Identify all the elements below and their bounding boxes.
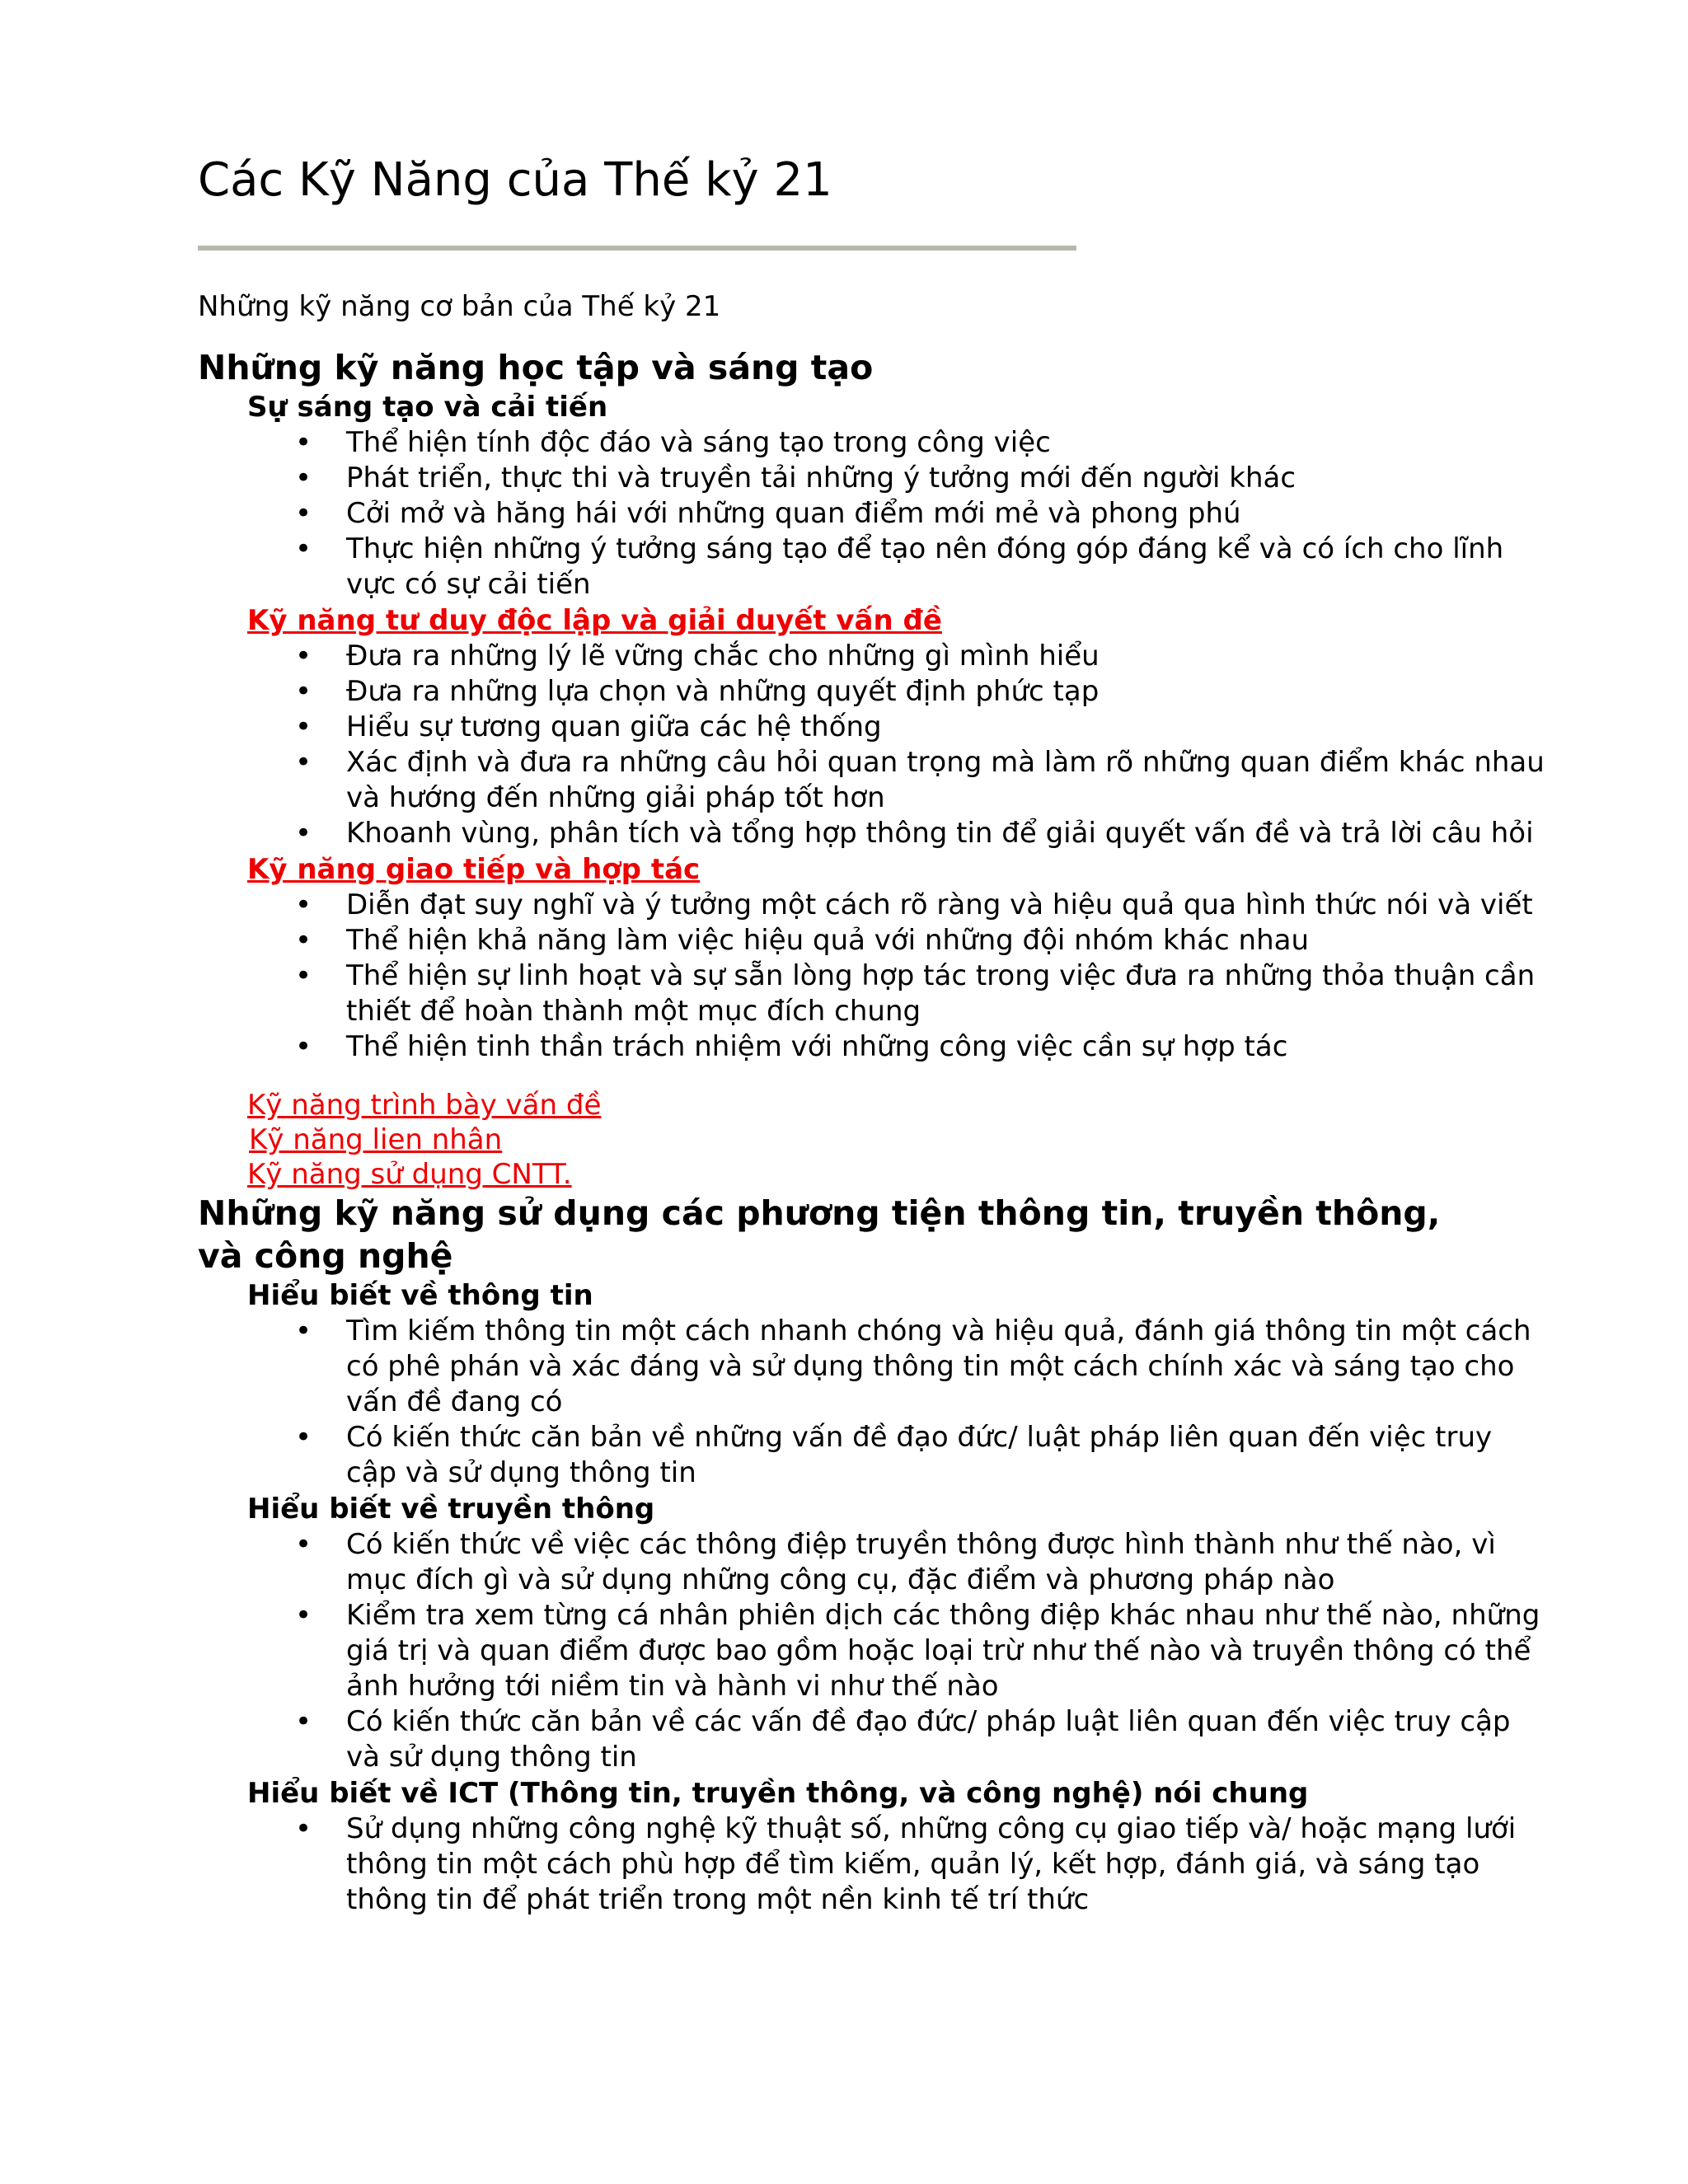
subheading-communication-link[interactable]: Kỹ năng giao tiếp và hợp tác xyxy=(247,853,701,886)
spacer xyxy=(198,1065,1517,1088)
list-item: • Có kiến thức căn bản về những vấn đề đạo đức/ luật pháp liên quan đến việc truy cập và sử dụng thông tin xyxy=(295,1421,1493,1489)
creativity-list xyxy=(198,425,1517,602)
list-item: • Cởi mở và hăng hái với những quan điểm mới mẻ và phong phú xyxy=(295,497,1241,530)
bullet-icon: • xyxy=(295,675,312,708)
bullet-icon: • xyxy=(295,1315,312,1347)
bullet-icon: • xyxy=(295,426,312,459)
list-item: • Phát triển, thực thi và truyền tải những ý tưởng mới đến người khác xyxy=(295,462,1296,494)
section-heading-learning: Những kỹ năng học tập và sáng tạo xyxy=(198,348,874,387)
communication-list xyxy=(198,888,1536,1065)
list-item: • Xác định và đưa ra những câu hỏi quan trọng mà làm rõ những quan điểm khác nhau và hướng đến những giải pháp tốt hơn xyxy=(295,746,1545,814)
list-item: • Có kiến thức về việc các thông điệp truyền thông được hình thành như thế nào, vì mục đích gì và sử dụng những công cụ, đặc điểm và phương pháp nào xyxy=(295,1528,1496,1596)
list-item: • Sử dụng những công nghệ kỹ thuật số, những công cụ giao tiếp và/ hoặc mạng lưới thông tin một cách phù hợp để tìm kiếm, quản lý, kết hợp, đánh giá, và sáng tạo thông tin để phát triển trong một nền kinh tế trí thức xyxy=(295,1812,1517,1916)
list-item: • Thể hiện sự linh hoạt và sự sẵn lòng hợp tác trong việc đưa ra những thỏa thuận cần thiết để hoàn thành một mục đích chung xyxy=(295,959,1536,1028)
bullet-icon: • xyxy=(295,497,312,530)
link-presentation-skills[interactable]: Kỹ năng trình bày vấn đề xyxy=(247,1089,602,1122)
list-item: • Hiểu sự tương quan giữa các hệ thống xyxy=(295,710,882,743)
bullet-icon: • xyxy=(295,1812,312,1845)
link-it-skills[interactable]: Kỹ năng sử dụng CNTT. xyxy=(247,1158,572,1191)
subheading-information-literacy: Hiểu biết về thông tin xyxy=(247,1279,593,1312)
bullet-icon: • xyxy=(295,746,312,779)
subheading-creativity: Sự sáng tạo và cải tiến xyxy=(247,391,608,424)
bullet-icon: • xyxy=(295,1030,312,1063)
information-literacy-list xyxy=(198,1314,1531,1491)
list-item: • Thể hiện tinh thần trách nhiệm với những công việc cần sự hợp tác xyxy=(295,1030,1288,1063)
list-item: • Diễn đạt suy nghĩ và ý tưởng một cách rõ ràng và hiệu quả qua hình thức nói và viết xyxy=(295,888,1533,921)
bullet-icon: • xyxy=(295,1599,312,1632)
bullet-icon: • xyxy=(295,532,312,565)
list-item: • Thực hiện những ý tưởng sáng tạo để tạo nên đóng góp đáng kể và có ích cho lĩnh vực có sự cải tiến xyxy=(295,532,1504,601)
subheading-media-literacy: Hiểu biết về truyền thông xyxy=(247,1493,655,1526)
document-body xyxy=(198,346,1545,1918)
bullet-icon: • xyxy=(295,817,312,850)
bullet-icon: • xyxy=(295,640,312,673)
page-title: Các Kỹ Năng của Thế kỷ 21 xyxy=(198,153,832,207)
critical-thinking-list xyxy=(198,639,1545,851)
list-item: • Khoanh vùng, phân tích và tổng hợp thông tin để giải quyết vấn đề và trả lời câu hỏi xyxy=(295,817,1534,850)
list-item: • Tìm kiếm thông tin một cách nhanh chóng và hiệu quả, đánh giá thông tin một cách có phê phán và xác đáng và sử dụng thông tin một cách chính xác và sáng tạo cho vấn đề đang có xyxy=(295,1315,1531,1418)
ict-literacy-list xyxy=(198,1811,1517,1918)
media-literacy-list xyxy=(198,1527,1540,1775)
bullet-icon: • xyxy=(295,924,312,957)
list-item: • Đưa ra những lý lẽ vững chắc cho những gì mình hiểu xyxy=(295,640,1100,673)
bullet-icon: • xyxy=(295,1421,312,1454)
related-links xyxy=(198,1088,1517,1192)
bullet-icon: • xyxy=(295,888,312,921)
list-item: • Có kiến thức căn bản về các vấn đề đạo đức/ pháp luật liên quan đến việc truy cập và sử dụng thông tin xyxy=(295,1705,1511,1774)
bullet-icon: • xyxy=(295,959,312,992)
subheading-critical-thinking-link[interactable]: Kỹ năng tư duy độc lập và giải duyết vấn đề xyxy=(247,604,942,637)
list-item: • Thể hiện khả năng làm việc hiệu quả với những đội nhóm khác nhau xyxy=(295,924,1310,957)
intro-text: Những kỹ năng cơ bản của Thế kỷ 21 xyxy=(198,290,721,323)
bullet-icon: • xyxy=(295,1528,312,1561)
bullet-icon: • xyxy=(295,1705,312,1738)
list-item: • Kiểm tra xem từng cá nhân phiên dịch các thông điệp khác nhau như thế nào, những giá trị và quan điểm được bao gồm hoặc loại trừ như thế nào và truyền thông có thể ảnh hưởng tới niềm tin và hành vi như thế nào xyxy=(295,1599,1540,1703)
list-item: • Thể hiện tính độc đáo và sáng tạo trong công việc xyxy=(295,426,1051,459)
list-item: • Đưa ra những lựa chọn và những quyết định phức tạp xyxy=(295,675,1100,708)
subheading-ict-literacy: Hiểu biết về ICT (Thông tin, truyền thông, và công nghệ) nói chung xyxy=(247,1777,1309,1810)
link-interpersonal-skills[interactable]: Kỹ năng lien nhân xyxy=(249,1123,503,1156)
bullet-icon: • xyxy=(295,710,312,743)
bullet-icon: • xyxy=(295,462,312,494)
title-divider xyxy=(198,246,1076,251)
section-heading-media-tech: Những kỹ năng sử dụng các phương tiện thông tin, truyền thông, và công nghệ xyxy=(198,1193,1441,1276)
